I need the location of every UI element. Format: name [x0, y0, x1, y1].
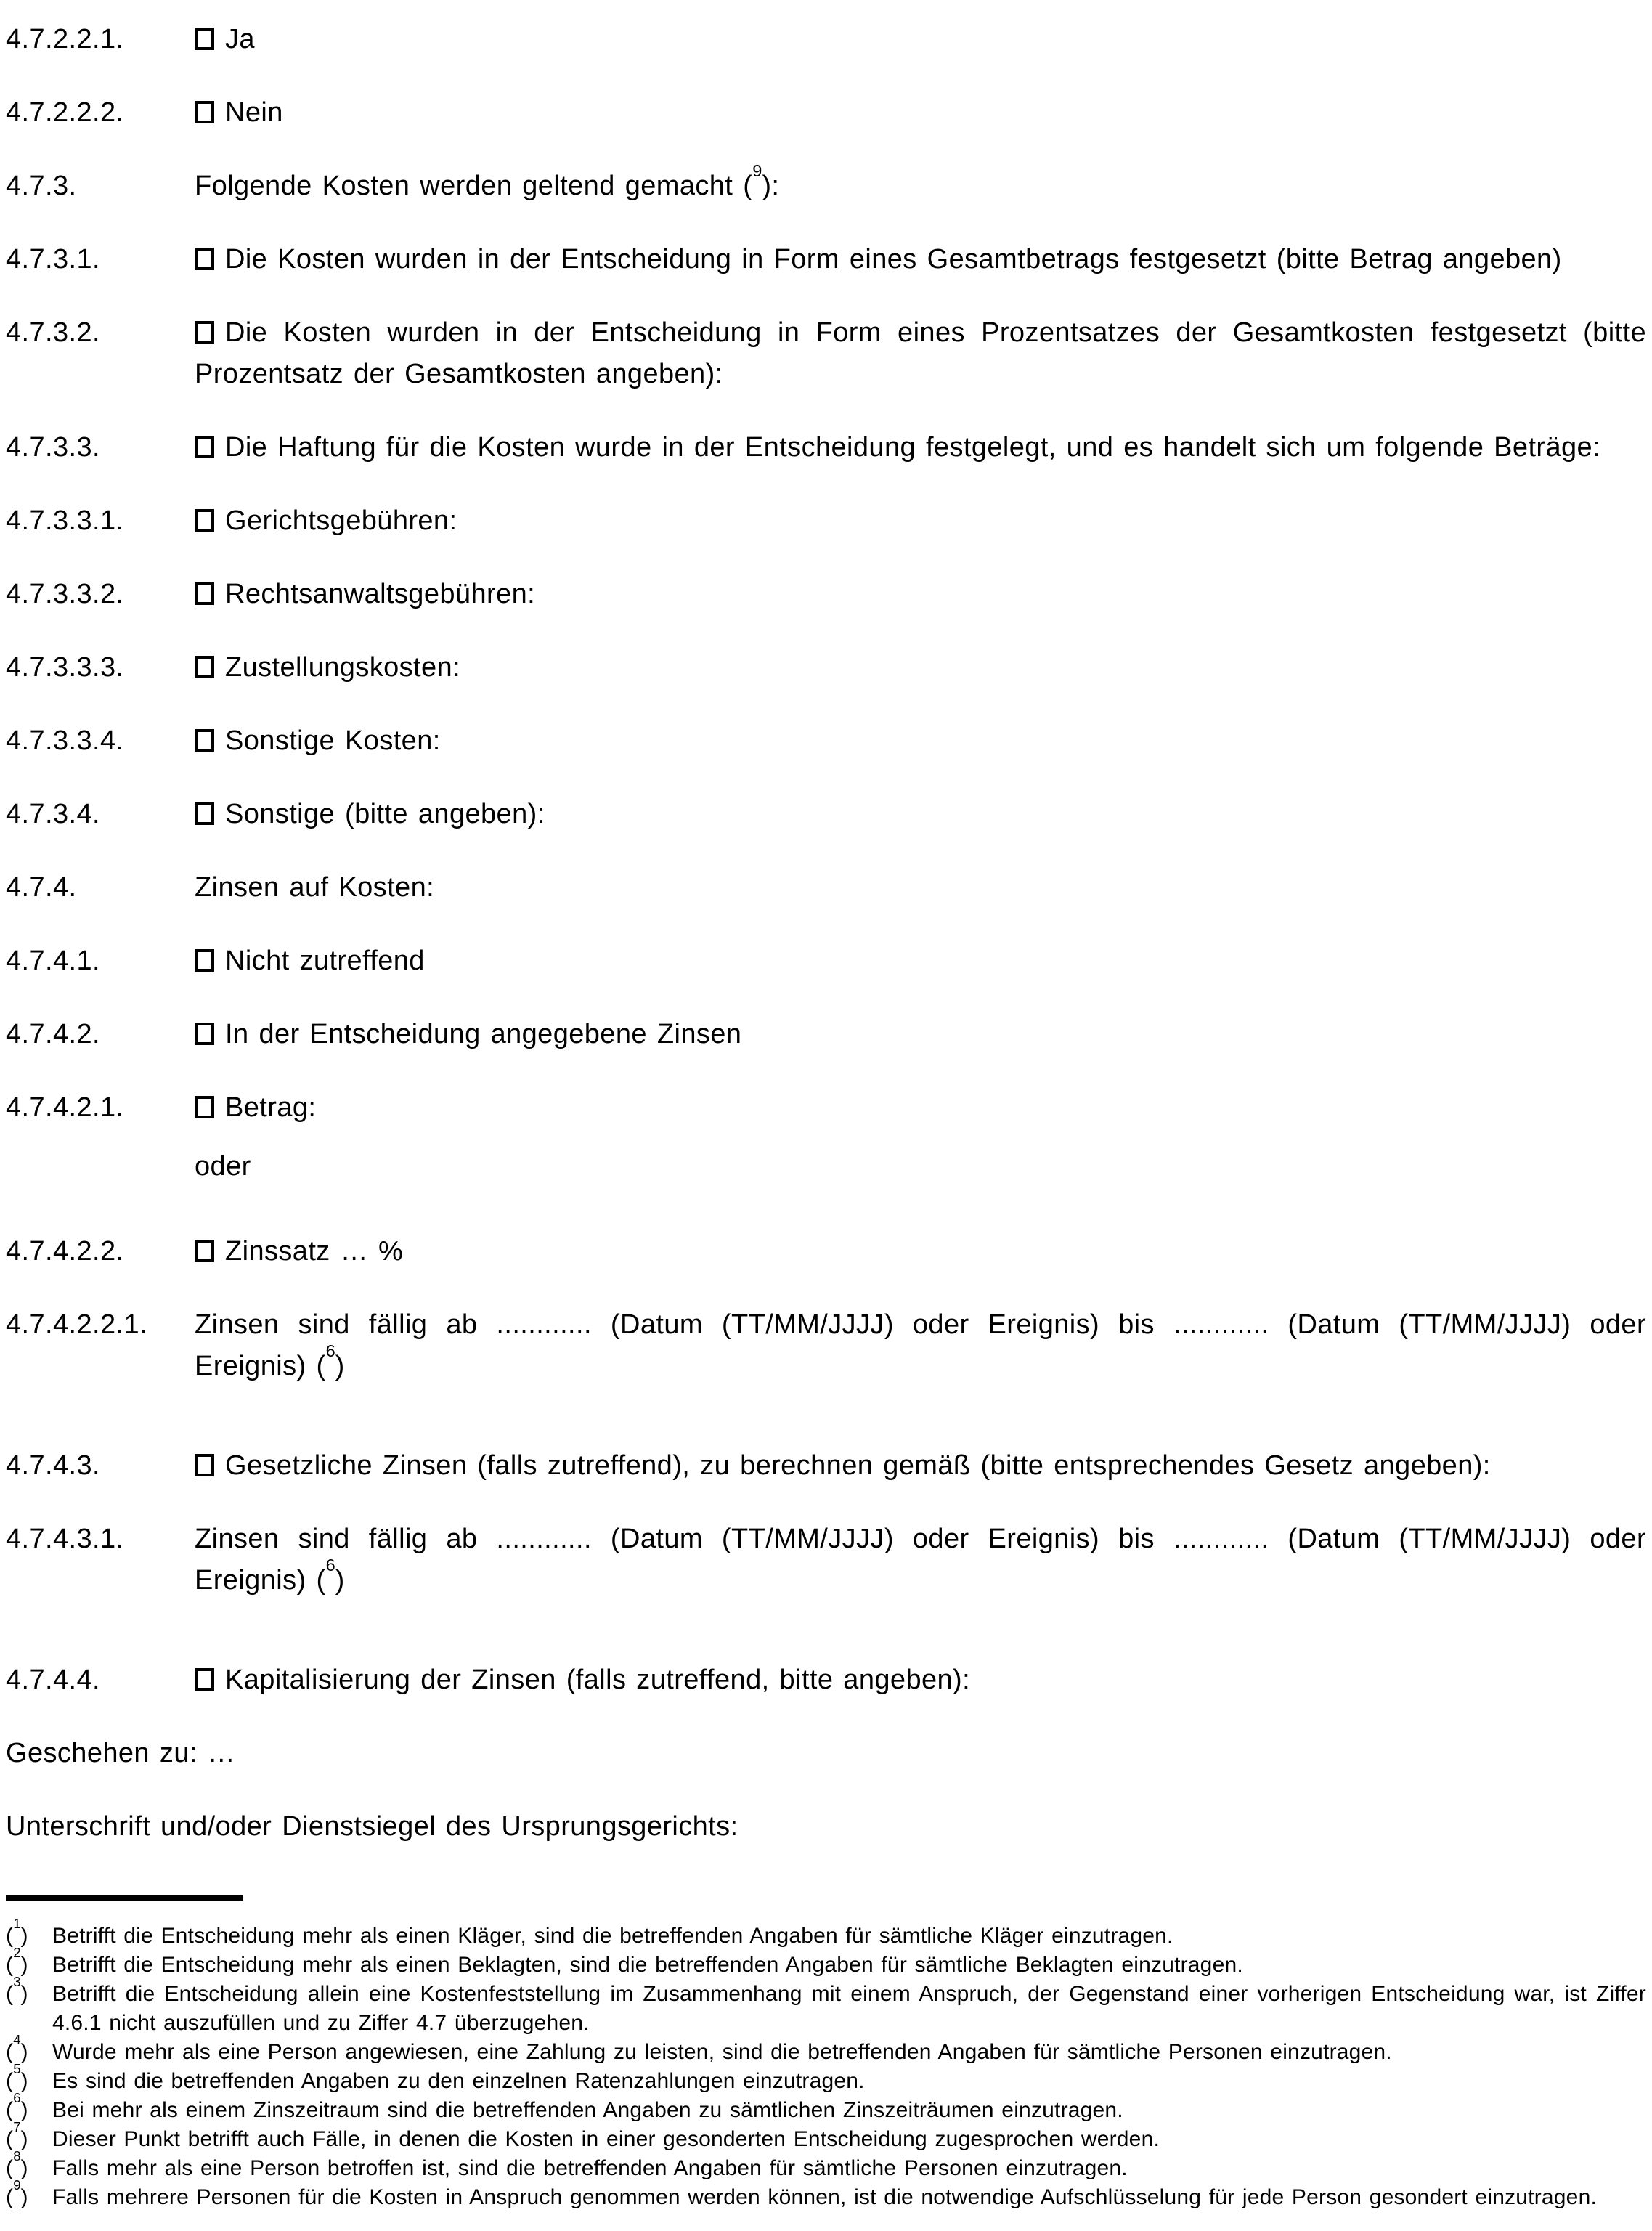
place-date-line: Geschehen zu: …	[6, 1738, 236, 1768]
form-item	[6, 312, 1646, 395]
item-checkbox[interactable]	[195, 656, 214, 678]
item-checkbox[interactable]	[195, 248, 214, 270]
item-checkbox[interactable]	[195, 582, 214, 605]
footnote	[6, 2147, 1646, 2183]
closing-section	[6, 1733, 1646, 1848]
footnote-text: Dieser Punkt betrifft auch Fälle, in denen die Kosten in einer gesonderten Entscheidung zugesprochen werden.	[52, 2127, 1160, 2151]
footnote-text: Es sind die betreffenden Angaben zu den einzelnen Ratenzahlungen einzutragen.	[52, 2069, 865, 2093]
form-item	[6, 239, 1646, 280]
item-number: 4.7.4.3.	[6, 1450, 100, 1481]
item-text	[225, 1665, 970, 1695]
footnote	[6, 1944, 1646, 1980]
text-segment: Sonstige (bitte angeben):	[225, 799, 545, 829]
text-segment: Betrag:	[225, 1092, 317, 1123]
form-items	[6, 19, 1646, 1701]
item-text	[225, 505, 457, 536]
form-item	[6, 867, 1646, 909]
text-segment: oder	[195, 1151, 251, 1182]
item-text	[225, 579, 535, 609]
form-item	[6, 1304, 1646, 1387]
item-number: 4.7.2.2.1.	[6, 24, 124, 54]
item-body	[195, 1146, 1646, 1187]
item-body	[195, 500, 1646, 542]
item-number: 4.7.3.3.	[6, 432, 100, 463]
footnote	[6, 2060, 1646, 2096]
footnote-text: Betrifft die Entscheidung mehr als einen Kläger, sind die betreffenden Angaben für sämtliche Kläger einzutragen.	[52, 1924, 1173, 1948]
footnote	[6, 1973, 1646, 2038]
text-segment: ):	[762, 171, 780, 201]
footnote	[6, 2177, 1646, 2212]
form-item	[6, 92, 1646, 134]
item-text	[225, 726, 441, 756]
text-segment: )	[20, 2156, 28, 2180]
item-body	[195, 1231, 1646, 1272]
form-item	[6, 160, 1646, 207]
item-text	[225, 946, 425, 976]
footnote-text: Betrifft die Entscheidung allein eine Kostenfeststellung im Zusammenhang mit einem Anspruch, der Gegenstand einer vorherigen Entscheidung war, ist Ziffer 4.6.1 nicht auszufüllen und zu Ziffer 4.7 überzugehen.	[52, 1982, 1646, 2035]
footnote-reference: 7	[13, 2118, 21, 2134]
text-segment: )	[20, 2185, 28, 2209]
item-body	[195, 574, 1646, 615]
item-body	[195, 1659, 1646, 1701]
footnote-text: Falls mehrere Personen für die Kosten in Anspruch genommen werden können, ist die notwendige Aufschlüsselung für jede Person gesondert einzutragen.	[52, 2185, 1597, 2209]
text-segment: )	[20, 1982, 28, 2006]
item-number: 4.7.3.1.	[6, 244, 100, 275]
text-segment: (	[6, 2040, 14, 2064]
item-number: 4.7.3.	[6, 171, 77, 201]
text-segment: (	[6, 2185, 14, 2209]
item-text	[195, 1309, 1646, 1381]
signature-line: Unterschrift und/oder Dienstsiegel des Ursprungsgerichts:	[6, 1811, 738, 1842]
form-item	[6, 19, 1646, 60]
footnote	[6, 2089, 1646, 2125]
text-segment: In der Entscheidung angegebene Zinsen	[225, 1019, 742, 1049]
item-text	[225, 1092, 316, 1123]
item-number: 4.7.3.3.3.	[6, 652, 124, 683]
text-segment: (	[6, 1953, 14, 1977]
item-text	[225, 1236, 403, 1267]
item-checkbox[interactable]	[195, 949, 214, 972]
form-item	[6, 574, 1646, 615]
text-segment: Zinsen auf Kosten:	[195, 872, 435, 903]
item-text	[225, 244, 1562, 275]
text-segment: )	[20, 2098, 28, 2122]
text-segment: (	[6, 2156, 14, 2180]
item-text	[225, 799, 545, 829]
text-segment: (	[6, 1924, 14, 1948]
footnote-marker	[6, 2177, 28, 2212]
form-item	[6, 720, 1646, 762]
form-item	[6, 427, 1646, 468]
item-number: 4.7.4.2.1.	[6, 1092, 124, 1123]
form-item	[6, 1087, 1646, 1129]
footnote-text: Wurde mehr als eine Person angewiesen, eine Zahlung zu leisten, sind die betreffenden Angaben für sämtliche Personen einzutragen.	[52, 2040, 1392, 2064]
item-number: 4.7.4.	[6, 872, 77, 903]
item-body	[195, 867, 1646, 909]
footnote	[6, 2118, 1646, 2154]
form-item	[6, 1014, 1646, 1055]
text-segment: Zustellungskosten:	[225, 652, 461, 683]
item-body	[195, 1445, 1646, 1487]
text-segment: Folgende Kosten werden geltend gemacht (	[195, 171, 753, 201]
text-segment: Rechtsanwaltsgebühren:	[225, 579, 536, 609]
footnote-marker	[6, 1973, 28, 2009]
footnote-reference: 6	[325, 1555, 335, 1574]
item-checkbox[interactable]	[195, 1240, 214, 1262]
footnotes	[6, 1915, 1646, 2212]
form-item	[6, 1445, 1646, 1487]
item-number: 4.7.2.2.2.	[6, 97, 124, 128]
item-number: 4.7.3.2.	[6, 317, 100, 348]
item-body	[195, 940, 1646, 982]
item-number: 4.7.4.1.	[6, 946, 100, 976]
text-segment: Die Haftung für die Kosten wurde in der Entscheidung festgelegt, und es handelt sich um folgende Beträge:	[225, 432, 1601, 463]
text-segment: Ja	[225, 24, 255, 54]
item-number	[6, 1146, 195, 1187]
item-text	[195, 1524, 1646, 1596]
item-text	[225, 432, 1600, 463]
item-checkbox[interactable]	[195, 802, 214, 825]
item-number: 4.7.4.4.	[6, 1665, 100, 1695]
item-body	[195, 1014, 1646, 1055]
item-number: 4.7.3.3.4.	[6, 726, 124, 756]
footnote-reference: 4	[13, 2031, 21, 2047]
continuation-item	[6, 1146, 1646, 1187]
text-segment: )	[20, 2127, 28, 2151]
item-body	[195, 794, 1646, 835]
item-text	[225, 97, 283, 128]
item-checkbox[interactable]	[195, 321, 214, 344]
item-checkbox[interactable]	[195, 28, 214, 50]
footnote-text: Falls mehr als eine Person betroffen ist, sind die betreffenden Angaben für sämtliche Personen einzutragen.	[52, 2156, 1128, 2180]
text-segment: Nicht zutreffend	[225, 946, 425, 976]
form-item	[6, 1231, 1646, 1272]
footnote	[6, 2031, 1646, 2067]
item-checkbox[interactable]	[195, 509, 214, 532]
text-segment: )	[20, 2069, 28, 2093]
item-body	[195, 160, 1646, 207]
item-body	[195, 427, 1646, 468]
footnote	[6, 1915, 1646, 1951]
form-item	[6, 1519, 1646, 1601]
footnote-text: Bei mehr als einem Zinszeitraum sind die betreffenden Angaben zu sämtlichen Zinszeiträumen einzutragen.	[52, 2098, 1123, 2122]
text-segment: )	[335, 1351, 345, 1381]
footnote-reference: 9	[752, 160, 762, 180]
item-checkbox[interactable]	[195, 729, 214, 752]
item-body	[195, 647, 1646, 688]
item-body	[195, 720, 1646, 762]
item-body	[195, 312, 1646, 395]
item-checkbox[interactable]	[195, 1668, 214, 1691]
form-item	[6, 647, 1646, 688]
footnote-reference: 6	[13, 2089, 21, 2105]
item-text	[225, 1450, 1491, 1481]
footnote-reference: 6	[325, 1341, 335, 1360]
footnote-reference: 2	[13, 1944, 21, 1960]
item-number: 4.7.4.2.2.	[6, 1236, 124, 1267]
text-segment: )	[335, 1565, 345, 1596]
form-item	[6, 940, 1646, 982]
text-segment: )	[20, 2040, 28, 2064]
item-number: 4.7.4.3.1.	[6, 1524, 124, 1554]
item-body	[195, 1087, 1646, 1129]
footnote-reference: 3	[13, 1973, 21, 1989]
item-text	[195, 160, 780, 201]
item-body	[195, 239, 1646, 280]
item-body	[195, 1519, 1646, 1601]
text-segment: )	[20, 1953, 28, 1977]
text-segment: Sonstige Kosten:	[225, 726, 441, 756]
form-item	[6, 500, 1646, 542]
text-segment: (	[6, 2098, 14, 2122]
form-item	[6, 1659, 1646, 1701]
item-number: 4.7.4.2.	[6, 1019, 100, 1049]
text-segment: Die Kosten wurden in der Entscheidung in Form eines Gesamtbetrags festgesetzt (bitte Betrag angeben)	[225, 244, 1562, 275]
text-segment: (	[6, 2127, 14, 2151]
item-number: 4.7.3.3.1.	[6, 505, 124, 536]
item-text	[225, 24, 255, 54]
item-body	[195, 1304, 1646, 1387]
footnote-reference: 1	[13, 1915, 21, 1931]
text-segment: (	[6, 2069, 14, 2093]
text-segment: Gesetzliche Zinsen (falls zutreffend), zu berechnen gemäß (bitte entsprechendes Gesetz angeben):	[225, 1450, 1491, 1481]
item-checkbox[interactable]	[195, 1023, 214, 1045]
item-body	[195, 19, 1646, 60]
text-segment: Zinsen sind fällig ab ............ (Datum (TT/MM/JJJJ) oder Ereignis) bis ............ (Datum (TT/MM/JJJJ) oder Ereignis) (	[195, 1309, 1646, 1381]
item-text	[195, 317, 1646, 389]
footnote-separator	[6, 1895, 243, 1901]
footnote-text: Betrifft die Entscheidung mehr als einen Beklagten, sind die betreffenden Angaben für sämtliche Beklagten einzutragen.	[52, 1953, 1243, 1977]
item-checkbox[interactable]	[195, 436, 214, 458]
text-segment: Kapitalisierung der Zinsen (falls zutreffend, bitte angeben):	[225, 1665, 971, 1695]
item-text	[195, 872, 434, 903]
item-checkbox[interactable]	[195, 101, 214, 123]
item-checkbox[interactable]	[195, 1096, 214, 1118]
text-segment: Zinsen sind fällig ab ............ (Datum (TT/MM/JJJJ) oder Ereignis) bis ............ (Datum (TT/MM/JJJJ) oder Ereignis) (	[195, 1524, 1646, 1596]
form-item	[6, 794, 1646, 835]
item-number: 4.7.3.3.2.	[6, 579, 124, 609]
item-text	[225, 1019, 741, 1049]
item-body	[195, 92, 1646, 134]
item-number: 4.7.4.2.2.1.	[6, 1309, 147, 1340]
text-segment: Die Kosten wurden in der Entscheidung in Form eines Prozentsatzes der Gesamtkosten festgesetzt (bitte Prozentsatz der Gesamtkosten angeben):	[195, 317, 1646, 389]
text-segment: (	[6, 1982, 14, 2006]
text-segment: )	[20, 1924, 28, 1948]
item-checkbox[interactable]	[195, 1454, 214, 1476]
text-segment: Gerichtsgebühren:	[225, 505, 457, 536]
footnote-reference: 8	[13, 2147, 21, 2163]
item-number: 4.7.3.4.	[6, 799, 100, 829]
item-text	[225, 652, 460, 683]
text-segment: Nein	[225, 97, 283, 128]
footnote-reference: 9	[13, 2177, 21, 2193]
text-segment: Zinssatz … %	[225, 1236, 404, 1267]
item-text	[195, 1151, 251, 1182]
footnote-reference: 5	[13, 2060, 21, 2076]
